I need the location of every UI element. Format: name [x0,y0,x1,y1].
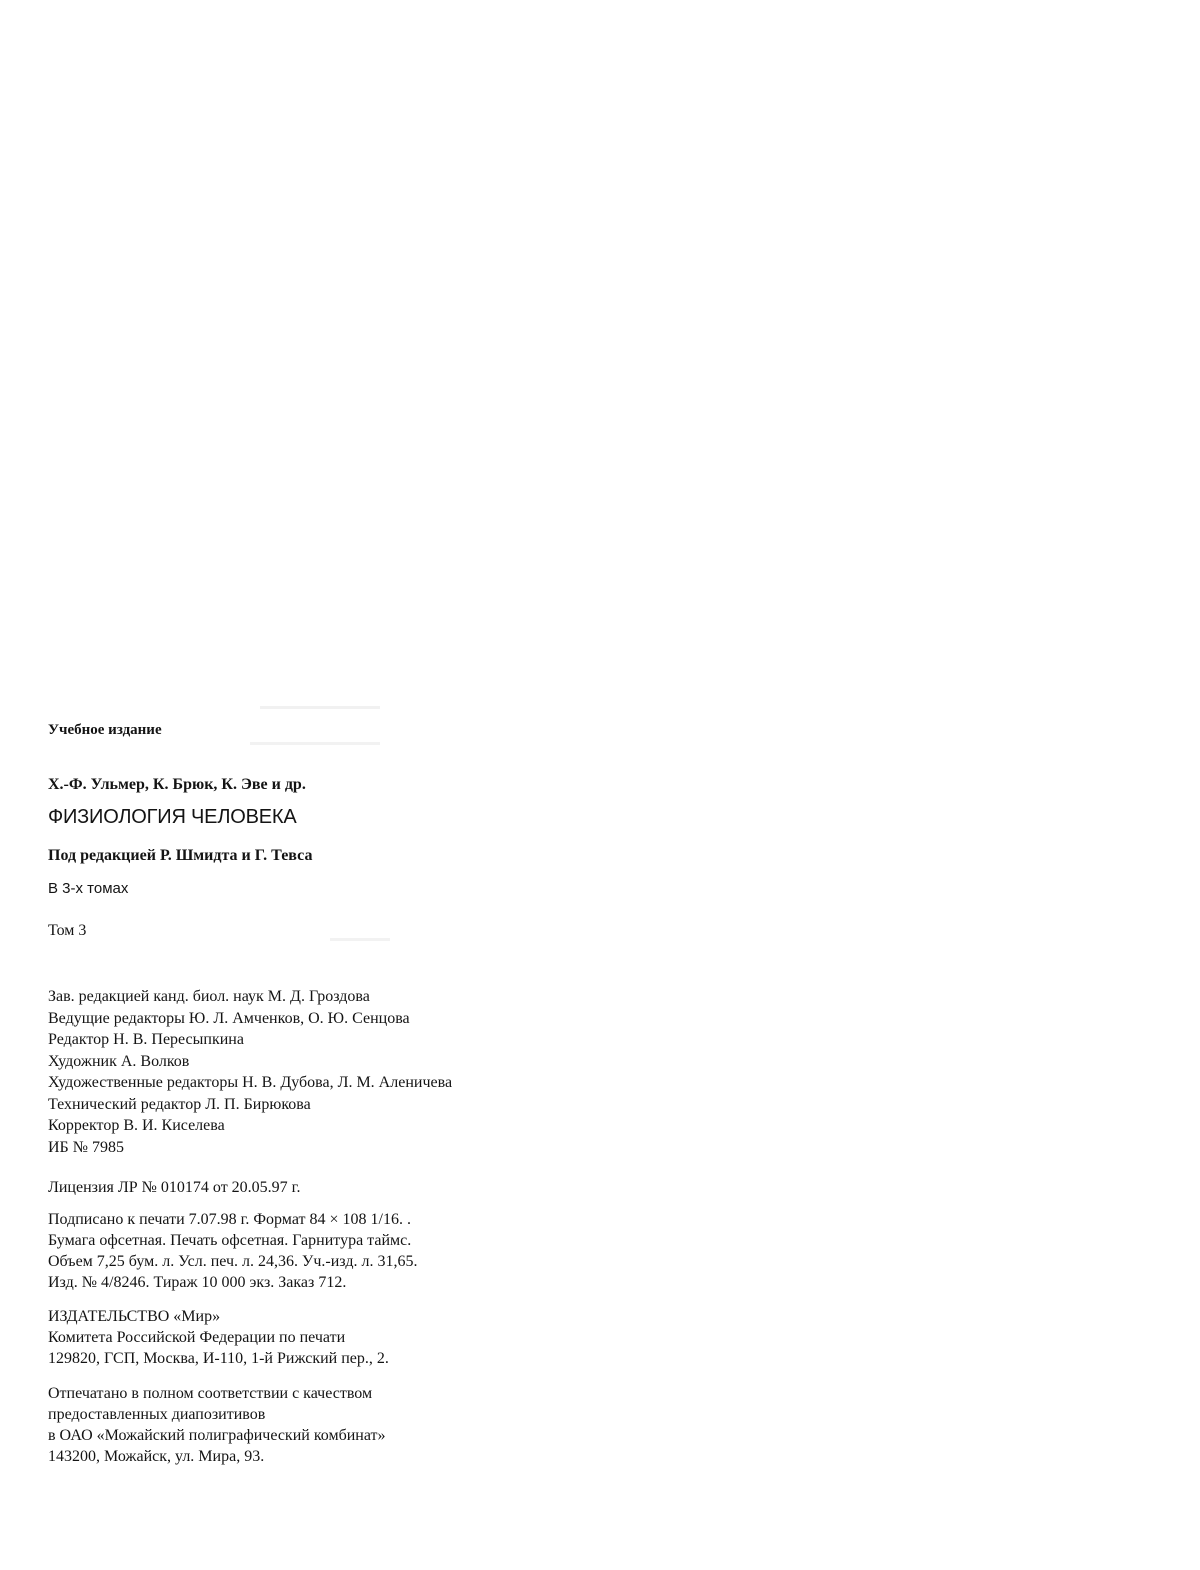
staff-line: Ведущие редакторы Ю. Л. Амченков, О. Ю. Сенцова [48,1009,410,1027]
series-note: В 3-х томах [48,880,129,897]
edition-type: Учебное издание [48,722,162,738]
printer-line: Отпечатано в полном соответствии с качеством [48,1385,373,1402]
print-detail-line: Подписано к печати 7.07.98 г. Формат 84 × 108 1/16. . [48,1211,411,1228]
bleed-through-mark [260,706,380,709]
bleed-through-mark [330,938,390,941]
staff-line: Художник А. Волков [48,1052,190,1070]
publisher-line: Комитета Российской Федерации по печати [48,1329,346,1346]
print-detail-line: Изд. № 4/8246. Тираж 10 000 экз. Заказ 712. [48,1274,347,1291]
publisher-line: ИЗДАТЕЛЬСТВО «Мир» [48,1308,221,1325]
print-detail-line: Объем 7,25 бум. л. Усл. печ. л. 24,36. Уч.-изд. л. 31,65. [48,1253,418,1270]
printer-block [48,1383,386,1467]
license-line: Лицензия ЛР № 010174 от 20.05.97 г. [48,1179,301,1196]
book-title: ФИЗИОЛОГИЯ ЧЕЛОВЕКА [48,806,297,828]
printer-line: предоставленных диапозитивов [48,1406,266,1423]
staff-list [48,986,452,1158]
staff-line: Зав. редакцией канд. биол. наук М. Д. Гроздова [48,988,370,1005]
staff-line: Редактор Н. В. Пересыпкина [48,1031,244,1048]
publisher-block [48,1306,389,1369]
staff-line: ИБ № 7985 [48,1138,125,1156]
staff-line: Корректор В. И. Киселева [48,1117,225,1134]
publisher-line: 129820, ГСП, Москва, И-110, 1-й Рижский пер., 2. [48,1350,389,1367]
editors-line: Под редакцией Р. Шмидта и Г. Тевса [48,847,313,864]
volume-number: Том 3 [48,922,87,939]
print-detail-line: Бумага офсетная. Печать офсетная. Гарнитура таймс. [48,1232,412,1249]
staff-line: Технический редактор Л. П. Бирюкова [48,1095,311,1113]
authors: Х.-Ф. Ульмер, К. Брюк, К. Эве и др. [48,776,306,793]
bleed-through-mark [250,742,380,745]
printer-line: в ОАО «Можайский полиграфический комбинат» [48,1427,386,1444]
staff-line: Художественные редакторы Н. В. Дубова, Л. М. Аленичева [48,1074,453,1091]
printer-line: 143200, Можайск, ул. Мира, 93. [48,1448,265,1465]
print-details [48,1209,417,1293]
